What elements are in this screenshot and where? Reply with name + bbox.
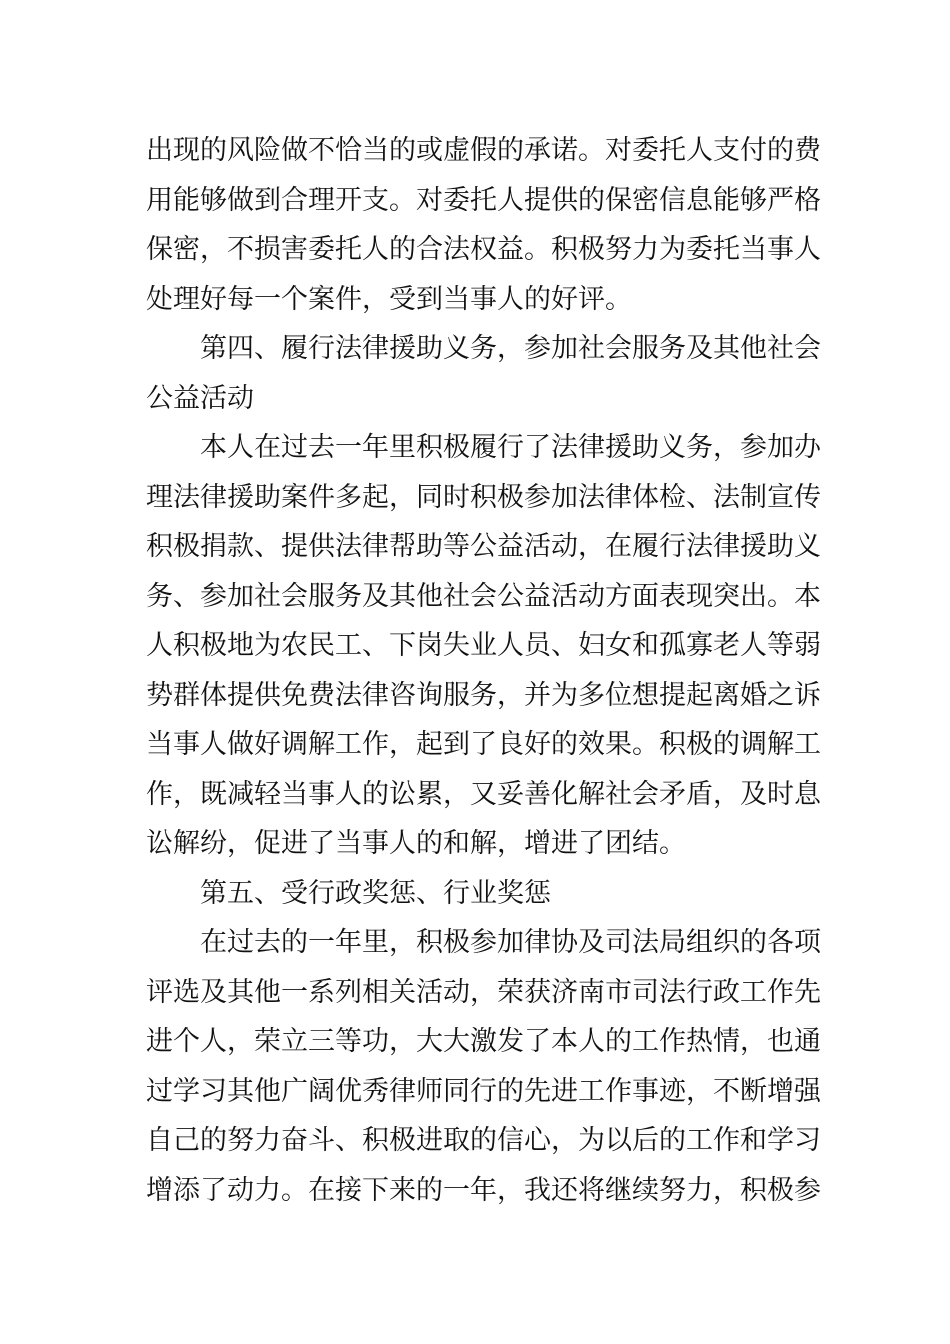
text-line: 讼解纷，促进了当事人的和解，增进了团结。: [146, 828, 686, 859]
text-line: 过学习其他广阔优秀律师同行的先进工作事迹，不断增强: [146, 1075, 821, 1107]
text-line: 进个人，荣立三等功，大大激发了本人的工作热情，也通: [146, 1026, 821, 1057]
text-line: 务、参加社会服务及其他社会公益活动方面表现突出。本: [146, 580, 821, 612]
text-line: 评选及其他一系列相关活动，荣获济南市司法行政工作先: [146, 976, 821, 1008]
text-line: 公益活动: [146, 382, 254, 414]
text-line: 势群体提供免费法律咨询服务，并为多位想提起离婚之诉: [146, 679, 821, 711]
text-line: 作，既减轻当事人的讼累，又妥善化解社会矛盾，及时息: [146, 778, 821, 810]
text-line: 出现的风险做不恰当的或虚假的承诺。对委托人支付的费: [146, 135, 821, 166]
text-line: 第四、履行法律援助义务，参加社会服务及其他社会: [200, 333, 821, 364]
text-line: 积极捐款、提供法律帮助等公益活动，在履行法律援助义: [146, 531, 821, 562]
text-line: 增添了动力。在接下来的一年，我还将继续努力，积极参: [146, 1174, 821, 1206]
text-line: 本人在过去一年里积极履行了法律援助义务，参加办: [200, 432, 821, 463]
text-line: 当事人做好调解工作，起到了良好的效果。积极的调解工: [146, 729, 821, 760]
text-line: 在过去的一年里，积极参加律协及司法局组织的各项: [200, 927, 821, 958]
text-line: 自己的努力奋斗、积极进取的信心，为以后的工作和学习: [146, 1125, 821, 1156]
body-text: [146, 126, 821, 1215]
text-line: 处理好每一个案件，受到当事人的好评。: [146, 283, 632, 315]
text-line: 第五、受行政奖惩、行业奖惩: [200, 877, 551, 909]
text-line: 人积极地为农民工、下岗失业人员、妇女和孤寡老人等弱: [146, 630, 821, 661]
text-line: 理法律援助案件多起，同时积极参加法律体检、法制宣传: [146, 481, 821, 513]
text-line: 保密，不损害委托人的合法权益。积极努力为委托当事人: [146, 234, 821, 265]
text-line: 用能够做到合理开支。对委托人提供的保密信息能够严格: [146, 184, 821, 216]
